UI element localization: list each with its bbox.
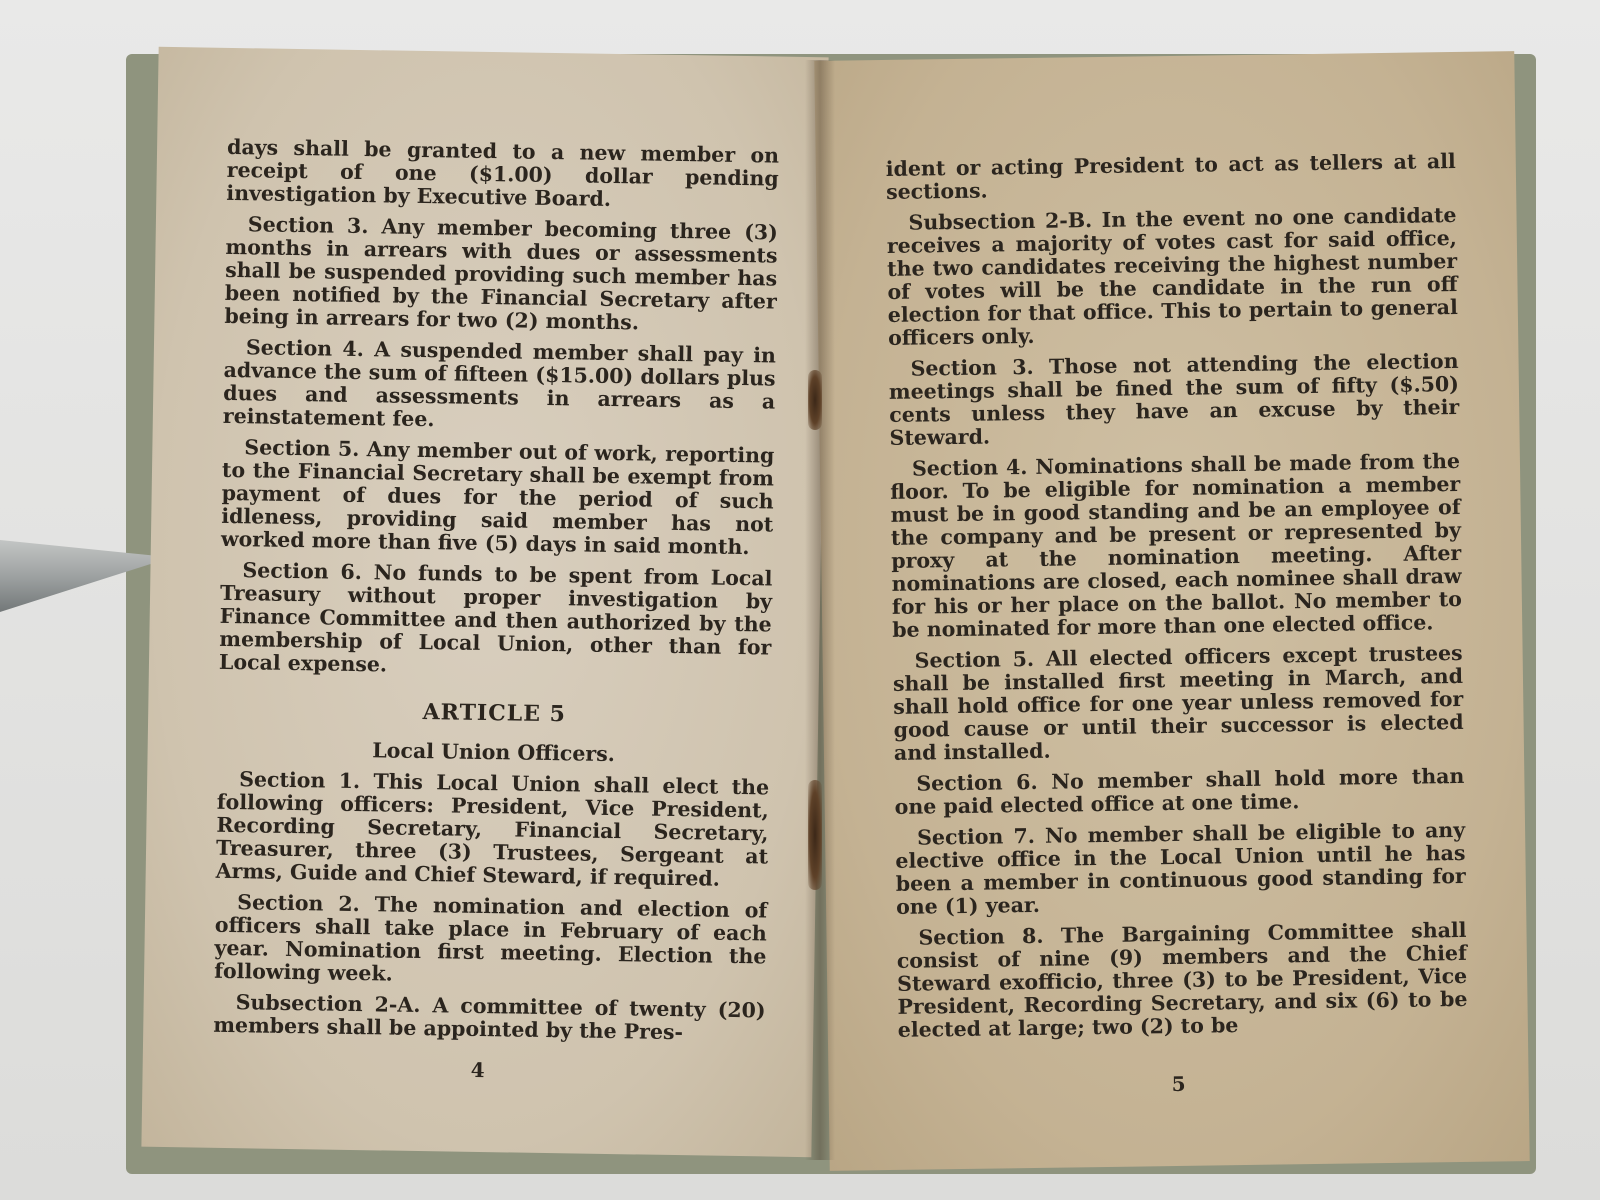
right-page-body bbox=[886, 150, 1468, 1042]
paragraph: Section 5. Any member out of work, reporting to the Financial Secretary shall be exempt from payment of dues for the period of such idleness, providing said member has not worked more than five (5) days in said month. bbox=[220, 435, 775, 560]
page-number: 5 bbox=[1171, 1071, 1186, 1097]
paragraph: Section 8. The Bargaining Committee shall consist of nine (9) members and the Chief Steward exofficio, three (3) to be President, Vice President, Recording Secretary, and six (6) to be elected at large; two (2) to be bbox=[896, 917, 1468, 1042]
article-subheading: Local Union Officers. bbox=[372, 738, 616, 767]
left-page-body bbox=[219, 136, 779, 683]
paragraph: Section 6. No funds to be spent from Local Treasury without proper investigation by Finance Committee and then authorized by the membership of Local Union, other than for Local expense. bbox=[218, 558, 773, 677]
paragraph: Subsection 2-A. A committee of twenty (20) members shall be appointed by the Pres- bbox=[213, 990, 766, 1045]
paragraph: Section 5. All elected officers except trustees shall be installed first meeting in March, and shall hold office for one year unless removed for good cause or until their successor is elected and installed. bbox=[892, 640, 1464, 765]
paragraph: Section 1. This Local Union shall elect the following officers: President, Vice President, Recording Secretary, Financial Secretary, Treasurer, three (3) Trustees, Sergeant at Arms, Guide and Chief Steward, if required. bbox=[215, 767, 770, 891]
gutter-shadow bbox=[805, 60, 835, 1160]
right-page bbox=[814, 51, 1529, 1171]
paragraph: Section 2. The nomination and election of officers shall take place in February of each year. Nomination first meeting. Election the following week. bbox=[213, 890, 768, 986]
paragraph: Section 7. No member shall be eligible to any elective office in the Local Union until he has been a member in continuous good standing for one (1) year. bbox=[895, 817, 1466, 919]
paragraph: Section 3. Any member becoming three (3) months in arrears with dues or assessments shall be suspended providing such member has been notified by the Financial Secretary after being in arrears for two (2) months. bbox=[224, 212, 779, 335]
gutter-stain bbox=[808, 370, 822, 430]
paragraph: Section 3. Those not attending the election meetings shall be fined the sum of fifty ($.50) cents unless they have an excuse by their Steward. bbox=[888, 348, 1460, 450]
page-number: 4 bbox=[470, 1057, 485, 1083]
left-page bbox=[141, 47, 828, 1157]
article-body bbox=[213, 768, 769, 1046]
paragraph: days shall be granted to a new member on receipt of one ($1.00) dollar pending investigation by Executive Board. bbox=[226, 134, 780, 211]
paragraph: Section 6. No member shall hold more than one paid elected office at one time. bbox=[894, 763, 1465, 819]
paragraph: Section 4. A suspended member shall pay in advance the sum of fifteen ($15.00) dollars plus dues and assessments in arrears as a reinstatement fee. bbox=[222, 335, 777, 432]
paragraph: ident or acting President to act as tellers at all sections. bbox=[885, 148, 1456, 204]
paragraph: Section 4. Nominations shall be made from the floor. To be eligible for nomination a member must be in good standing and be an employee of the company and be present or represented by proxy at the nomination meeting. After nominations are closed, each nominee shall draw for his or her place on the ballot. No member to be nominated for more than one elected office. bbox=[890, 448, 1463, 642]
paragraph: Subsection 2-B. In the event no one candidate receives a majority of votes cast for said office, the two candidates receiving the highest number of votes will be the candidate in the run off election for that office. This to pertain to general officers only. bbox=[886, 202, 1458, 350]
gutter-stain bbox=[808, 780, 822, 890]
article-heading: ARTICLE 5 bbox=[422, 699, 567, 728]
